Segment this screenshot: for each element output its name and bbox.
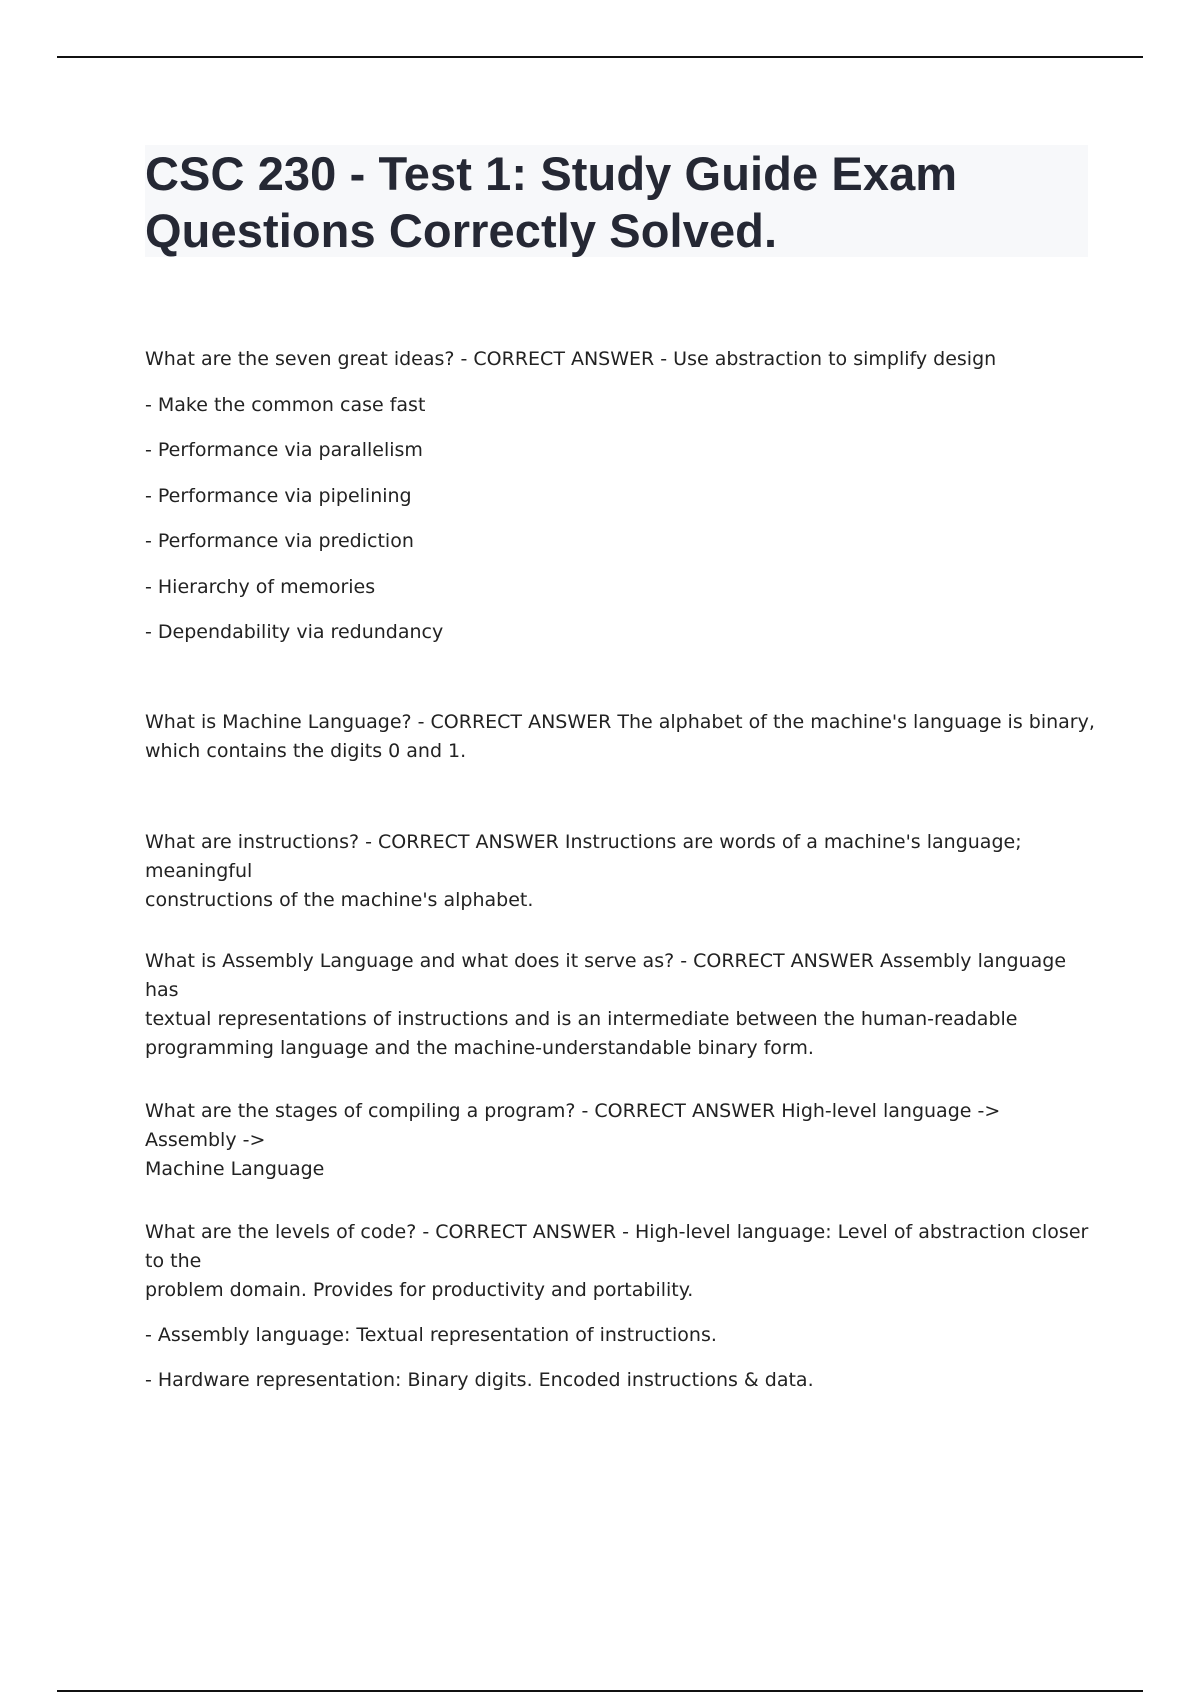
list-item: - Make the common case fast bbox=[145, 394, 426, 416]
list-item: - Performance via prediction bbox=[145, 530, 414, 552]
list-item: - Hardware representation: Binary digits. Encoded instructions & data. bbox=[145, 1369, 814, 1391]
list-item: - Performance via parallelism bbox=[145, 439, 423, 461]
question-line: What are the seven great ideas? - CORRECT ANSWER - Use abstraction to simplify design bbox=[145, 348, 997, 370]
answer-line: What are the stages of compiling a program? - CORRECT ANSWER High-level language -> Assembly -> bbox=[145, 1100, 1001, 1151]
bottom-rule bbox=[57, 1690, 1143, 1692]
answer-line: constructions of the machine's alphabet. bbox=[145, 889, 534, 911]
list-item: - Assembly language: Textual representation of instructions. bbox=[145, 1324, 717, 1346]
answer-line: textual representations of instructions and is an intermediate between the human-readable bbox=[145, 1008, 1018, 1030]
answer-line: What is Machine Language? - CORRECT ANSWER The alphabet of the machine's language is binary, bbox=[145, 711, 1095, 733]
qa-compiling-stages bbox=[145, 1097, 1095, 1184]
title-line-1: CSC 230 - Test 1: Study Guide Exam bbox=[145, 147, 958, 200]
qa-seven-great-ideas bbox=[145, 345, 1095, 647]
list-item: - Dependability via redundancy bbox=[145, 621, 444, 643]
title-block bbox=[145, 145, 1088, 257]
list-item: - Hierarchy of memories bbox=[145, 576, 376, 598]
qa-instructions bbox=[145, 828, 1095, 915]
qa-machine-language bbox=[145, 708, 1095, 766]
qa-assembly-language bbox=[145, 947, 1095, 1063]
answer-line: which contains the digits 0 and 1. bbox=[145, 740, 467, 762]
answer-line: What are instructions? - CORRECT ANSWER Instructions are words of a machine's language; meaningful bbox=[145, 831, 1022, 882]
answer-line: programming language and the machine-understandable binary form. bbox=[145, 1037, 814, 1059]
top-rule bbox=[57, 56, 1143, 58]
answer-line: problem domain. Provides for productivity and portability. bbox=[145, 1279, 694, 1301]
list-item: - Performance via pipelining bbox=[145, 485, 412, 507]
answer-line: What are the levels of code? - CORRECT ANSWER - High-level language: Level of abstraction closer to the bbox=[145, 1221, 1089, 1272]
answer-line: What is Assembly Language and what does it serve as? - CORRECT ANSWER Assembly language has bbox=[145, 950, 1067, 1001]
document-title bbox=[145, 145, 1088, 259]
title-line-2: Questions Correctly Solved. bbox=[145, 204, 778, 257]
qa-levels-of-code bbox=[145, 1218, 1095, 1395]
answer-line: Machine Language bbox=[145, 1158, 325, 1180]
